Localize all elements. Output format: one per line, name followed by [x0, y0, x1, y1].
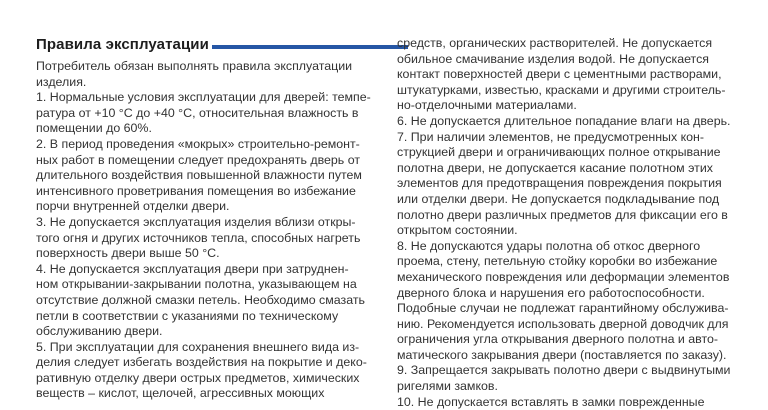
text-line: 2. В период проведения «мокрых» строительно-ремонт-: [36, 136, 360, 151]
text-line: веществ – кислот, щелочей, агрессивных моющих: [36, 386, 325, 401]
left-column-text: [36, 59, 372, 402]
page-title: Правила эксплуатации: [36, 36, 209, 53]
text-line: 6. Не допускается длительное попадание влаги на дверь.: [397, 113, 731, 128]
text-line: Потребитель обязан выполнять правила эксплуатации: [36, 59, 353, 73]
section-heading: [36, 36, 386, 60]
text-line: 4. Не допускается эксплуатация двери при затруднен-: [36, 261, 349, 276]
text-line: проема, стену, петельную стойку коробки во избежание: [397, 254, 718, 269]
text-line: струкцией двери и ограничивающих полное открывание: [397, 145, 721, 160]
text-line: петли в соответствии с указаниями по техническому: [36, 308, 339, 323]
text-line: механического повреждения или деформации элементов: [397, 269, 730, 284]
text-line: дверного блока и нарушения его работоспособности.: [397, 285, 705, 300]
text-line: средств, органических растворителей. Не допускается: [397, 36, 713, 50]
text-line: штукатурками, известью, красками и другими строитель-: [397, 82, 726, 97]
text-line: поверхность двери выше 50 °С.: [36, 246, 220, 261]
text-line: полотна двери, не допускается касание полотном этих: [397, 160, 713, 175]
text-line: 3. Не допускается эксплуатация изделия вблизи откры-: [36, 214, 356, 229]
text-line: Подобные случаи не подлежат гарантийному обслужива-: [397, 301, 729, 316]
text-line: ративную отделку двери острых предметов, химических: [36, 370, 360, 385]
text-line: ригелями замков.: [397, 379, 498, 394]
text-line: матического закрывания двери (поставляется по заказу).: [397, 347, 727, 362]
text-line: но-отделочными материалами.: [397, 98, 577, 113]
text-line: обильное смачивание изделия водой. Не допускается: [397, 51, 710, 66]
text-line: отсутствие должной смазки петель. Необходимо смазать: [36, 292, 365, 307]
text-line: ных работ в помещении следует предохранять дверь от: [36, 152, 360, 167]
right-column-text: [397, 36, 735, 410]
text-line: нию. Рекомендуется использовать дверной доводчик для: [397, 316, 729, 331]
text-line: обслуживанию двери.: [36, 324, 163, 339]
title-accent-rule: [212, 45, 408, 49]
text-line: ратура от +10 °С до +40 °С, относительная влажность в: [36, 105, 359, 120]
text-line: интенсивного проветривания помещения во избежание: [36, 183, 356, 198]
text-line: ном открывании-закрывании полотна, указывающем на: [36, 277, 357, 292]
text-line: 1. Нормальные условия эксплуатации для дверей: темпе-: [36, 90, 371, 105]
text-line: порчи внутренней отделки двери.: [36, 199, 230, 214]
text-line: элементов для предотвращения повреждения покрытия: [397, 176, 722, 191]
text-line: длительного воздействия повышенной влажности путем: [36, 168, 362, 183]
text-line: или отделки двери. Не допускается подкладывание под: [397, 191, 720, 206]
text-line: открытом состоянии.: [397, 223, 518, 238]
text-line: того огня и других источников тепла, способных нагреть: [36, 230, 361, 245]
text-line: помещении до 60%.: [36, 121, 152, 136]
text-line: 7. При наличии элементов, не предусмотренных кон-: [397, 129, 705, 144]
text-line: 9. Запрещается закрывать полотно двери с выдвинутыми: [397, 363, 731, 378]
text-line: 8. Не допускаются удары полотна об откос дверного: [397, 238, 701, 253]
text-line: 5. При эксплуатации для сохранения внешнего вида из-: [36, 339, 360, 354]
text-line: полотно двери различных предметов для фиксации его в: [397, 207, 728, 222]
text-line: делия следует избегать воздействия на покрытие и деко-: [36, 355, 367, 370]
text-line: контакт поверхностей двери с цементными растворами,: [397, 67, 722, 82]
text-line: ограничения угла открывания дверного полотна и авто-: [397, 332, 719, 347]
text-line: изделия.: [36, 74, 87, 89]
text-line: 10. Не допускается вставлять в замки поврежденные: [397, 394, 705, 409]
